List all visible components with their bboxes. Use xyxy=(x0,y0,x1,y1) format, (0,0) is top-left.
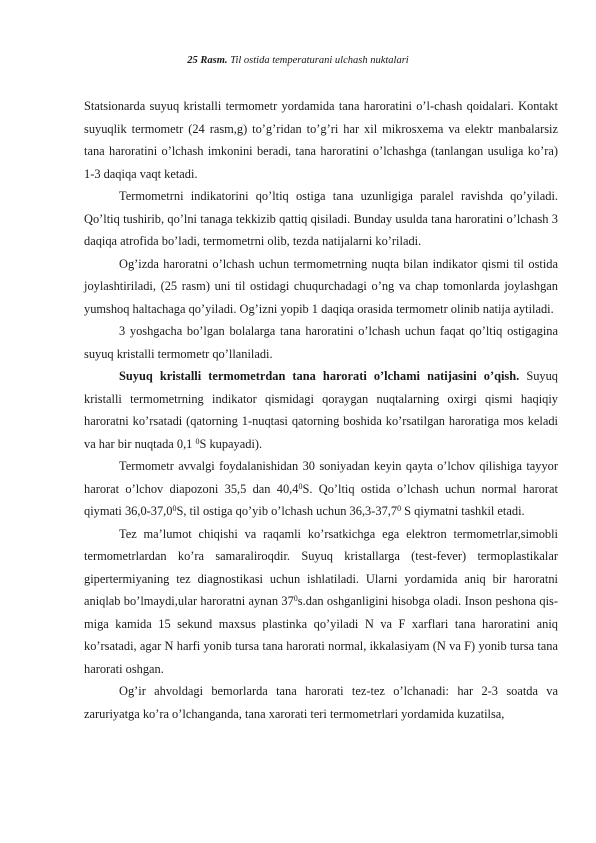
paragraph-text: S, til ostiga qo’yib o’lchash uchun 36,3-37,7 xyxy=(176,504,398,518)
paragraph-text: S qiymatni tashkil etadi. xyxy=(401,504,525,518)
figure-caption-text: Til ostida temperaturani ulchash nuktalari xyxy=(227,55,409,66)
figure-caption xyxy=(0,54,596,68)
paragraph-text: S. Qo’ltiq ostida o’lchash uchun normal harorat qiymati 36,0-37,0 xyxy=(84,481,559,518)
paragraph-text: Og’izda haroratni o’lchash uchun termometrning nuqta bilan indikator qismi til ostida joylashtiriladi, (25 rasm) uni til ostidagi chuqurchadagi o’ng va chap tomonlarda joylashgan yumshoq haltachaga qo’yiladi. Og’izni yopib 1 daqiqa orasida termometr olinib natija aytiladi. xyxy=(84,256,558,316)
degree-superscript: 0 xyxy=(298,481,303,491)
paragraph-text: Termometr avvalgi foydalanishidan 30 soniyadan keyin qayta o’lchov qilishiga tayyor harorat o’lchov diapozoni 35,5 dan 40,4 xyxy=(84,459,558,496)
paragraph-text: Og’ir ahvoldagi bemorlarda tana harorati tez-tez o’lchanadi: har 2-3 soatda va zaruriyatga ko’ra o’lchanganda, tana xarorati teri termometrlari yordamida kuzatilsa, xyxy=(84,684,558,721)
paragraph-text: s.dan oshganligini hisobga oladi. Inson peshona qis-miga kamida 15 sekund maxsus plastinka qo’yiladi N va F xarflari tana haroratini aniq ko’rsatadi, agar N harfi yonib tursa tana harorati normal, ikkalasiyam (N va F) yonib tursa tana harorati oshgan. xyxy=(84,594,558,676)
paragraph-text: Statsionarda suyuq kristalli termometr yordamida tana haroratini o’l-chash qoidalari. Kontakt suyuqlik termometr (24 rasm,g) to’g’ridan to’g’ri har xil mikrosxema va elektr manbalarsiz tana haroratini o’lchash imkonini beradi, tana haroratini o’lchashga (tanlangan usuliga ko’ra) 1-3 daqiqa vaqt ketadi. xyxy=(84,99,558,181)
paragraph-ogiz xyxy=(84,253,558,321)
degree-superscript: 0 xyxy=(172,504,177,513)
paragraph-diapazon xyxy=(84,455,558,523)
paragraph-text: Termometrni indikatorini qo’ltiq ostiga tana uzunligiga paralel ravishda qo’yiladi. Qo’ltiq tushirib, qo’lni tanaga tekkizib qattiq qisiladi. Bunday usulda tana haroratini o’lchash 3 daqiqa atrofida bo’ladi, termometrni olib, tezda natijalarni ko’riladi. xyxy=(84,189,558,248)
figure-number: 25 Rasm. xyxy=(187,55,228,66)
degree-superscript: 0 xyxy=(293,594,298,603)
degree-superscript: 0 xyxy=(195,436,200,446)
paragraph-elektron xyxy=(84,523,558,681)
paragraph-text: Tez ma’lumot chiqishi va raqamli ko’rsatkichga ega elektron termometrlar,simobli termometrlardan ko’ra samaraliroqdir. Suyuq kristallarga (test-fever) termoplastikalar gipertermiyaning tez diagnostikasi uchun ishlatiladi. Ularni yordamida aniq bir haroratni aniqlab bo’lmaydi,ular haroratni aynan 37 xyxy=(84,526,558,608)
paragraph-text: S kupayadi). xyxy=(199,436,263,451)
degree-superscript: 0 xyxy=(397,504,402,513)
body-text xyxy=(84,95,558,725)
paragraph-text: Suyuq kristalli termometrning indikator qismidagi qoraygan nuqtalarning oxirgi qismi haqiqiy haroratni ko’rsatadi (qatorning 1-nuqtasi qatorning boshida ko’rsatilgan haroratiga mos keladi va har bir nuqtada 0,1 xyxy=(84,369,558,451)
paragraph-ogir-ahvol xyxy=(84,680,558,725)
paragraph-bolalar xyxy=(84,320,558,365)
paragraph-statsionar xyxy=(84,95,558,185)
paragraph-natija xyxy=(84,365,558,455)
paragraph-bold-heading: Suyuq kristalli termometrdan tana harorati o’lchami natijasini o’qish. xyxy=(119,369,520,383)
paragraph-text: 3 yoshgacha bo’lgan bolalarga tana haroratini o’lchash uchun faqat qo’ltiq ostigagina suyuq kristalli termometr qo’llaniladi. xyxy=(84,324,558,361)
paragraph-qoltiq xyxy=(84,185,558,253)
